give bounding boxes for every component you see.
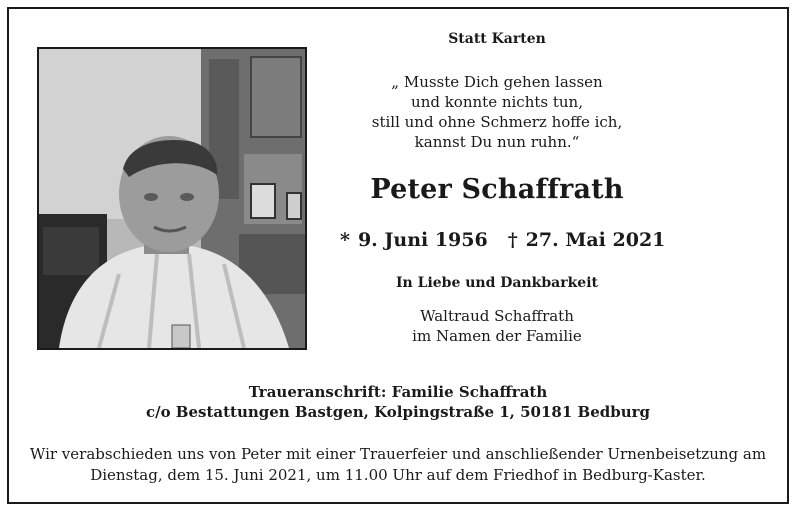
- death-date: 27. Mai 2021: [525, 229, 666, 251]
- life-dates: [340, 228, 666, 252]
- notice-line: Dienstag, dem 15. Juni 2021, um 11.00 Uhr auf dem Friedhof in Bedburg-Kaster.: [90, 466, 706, 484]
- signature: [340, 306, 654, 346]
- closing-line: In Liebe und Dankbarkeit: [396, 275, 598, 291]
- header-statt-karten: Statt Karten: [448, 31, 546, 47]
- deceased-name: Peter Schaffrath: [370, 174, 624, 205]
- quote-line: kannst Du nun ruhn.“: [414, 133, 580, 151]
- address-line: c/o Bestattungen Bastgen, Kolpingstraße 1, 50181 Bedburg: [145, 403, 651, 421]
- main-text-column: [340, 30, 666, 346]
- address-line: Traueranschrift: Familie Schaffrath: [248, 383, 548, 401]
- funeral-notice: [20, 444, 776, 486]
- signature-line: im Namen der Familie: [412, 327, 582, 345]
- quote-line: „ Musste Dich gehen lassen: [391, 73, 603, 91]
- quote-line: still und ohne Schmerz hoffe ich,: [371, 113, 623, 131]
- death-cross-icon: †: [507, 229, 518, 251]
- portrait-image: [39, 49, 305, 348]
- quote-line: und konnte nichts tun,: [411, 93, 583, 111]
- memorial-quote: [340, 72, 654, 152]
- portrait-photo: [37, 47, 307, 350]
- notice-line: Wir verabschieden uns von Peter mit einer Trauerfeier und anschließender Urnenbeisetzung am: [29, 445, 767, 463]
- mourning-address: [20, 382, 776, 422]
- birth-star-icon: *: [340, 229, 350, 251]
- signature-line: Waltraud Schaffrath: [420, 307, 574, 325]
- birth-date: 9. Juni 1956: [357, 229, 488, 251]
